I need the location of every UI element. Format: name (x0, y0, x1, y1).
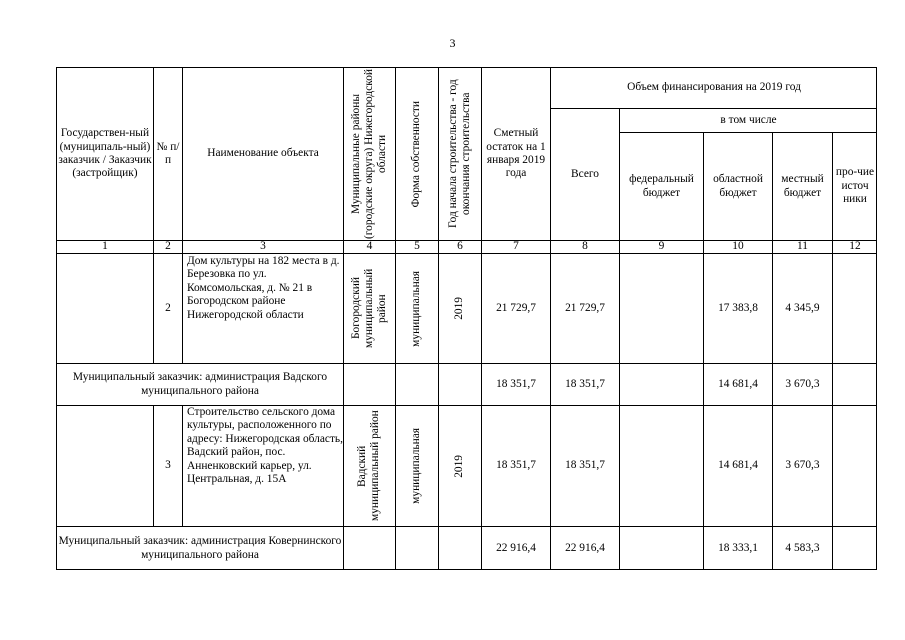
col-number: 1 (102, 240, 108, 253)
row3-local: 3 670,3 (785, 459, 820, 472)
row3-estimate: 18 351,7 (496, 459, 536, 472)
col-number: 7 (513, 240, 519, 253)
header-district: Муниципальные районы (городские округа) Нижегородской области (349, 69, 389, 240)
col-number: 12 (849, 240, 861, 253)
row3-year: 2019 (453, 454, 466, 478)
row1-number: 2 (165, 301, 171, 314)
header-years: Год начала строительства - год окончания строительства (446, 79, 472, 229)
col-number: 5 (414, 240, 420, 253)
row2-total: 18 351,7 (565, 377, 605, 390)
col-number: 8 (582, 240, 588, 253)
row4-local: 4 583,3 (785, 541, 820, 554)
row1-local: 4 345,9 (785, 301, 820, 314)
col-number: 9 (658, 240, 665, 253)
col-number: 10 (732, 240, 744, 253)
row1-ownership: муниципальная (410, 270, 423, 347)
row2-estimate: 18 351,7 (496, 377, 536, 390)
row1-object-name: Дом культуры на 182 места в д. Березовка по ул. Комсомольская, д. № 21 в Богородском районе Нижегородской области (187, 255, 340, 321)
row3-ownership: муниципальная (410, 428, 423, 504)
row1-regional: 17 383,8 (718, 301, 758, 314)
header-other: про-чие источ ники (835, 166, 875, 206)
row1-total: 21 729,7 (565, 301, 605, 314)
col-number: 2 (165, 240, 171, 253)
header-object-name: Наименование объекта (207, 147, 319, 160)
row4-customer: Муниципальный заказчик: администрация Ковернинского муниципального района (58, 535, 342, 561)
col-number: 3 (260, 240, 266, 253)
row1-estimate: 21 729,7 (496, 301, 536, 314)
header-including: в том числе (720, 113, 777, 126)
row2-local: 3 670,3 (785, 377, 820, 390)
row3-object-name: Строительство сельского дома культуры, расположенного по адресу: Нижегородская область, Вадский район, пос. Анненковский карьер, ул. Центральная, д. 15А (187, 406, 343, 486)
row2-regional: 14 681,4 (718, 377, 758, 390)
col-number: 11 (797, 240, 808, 253)
header-federal: федеральный бюджет (629, 173, 694, 199)
row2-customer: Муниципальный заказчик: администрация Вадского муниципального района (72, 371, 328, 397)
col-number: 4 (366, 240, 373, 253)
row4-estimate: 22 916,4 (496, 541, 536, 554)
row3-regional: 14 681,4 (718, 459, 758, 472)
col-number: 6 (457, 240, 463, 253)
header-estimate: Сметный остаток на 1 января 2019 года (486, 127, 546, 180)
header-number: № п/п (156, 140, 180, 166)
row1-year: 2019 (453, 297, 466, 320)
row1-district: Богородский муниципальный район (349, 268, 389, 349)
page-number: 3 (449, 36, 456, 50)
header-funding: Объем финансирования на 2019 год (627, 81, 801, 94)
row3-number: 3 (165, 459, 171, 472)
row3-total: 18 351,7 (565, 459, 605, 472)
header-regional: областной бюджет (713, 173, 763, 199)
header-customer: Государствен-ный (муниципаль-ный) заказчик / Заказчик (застройщик) (58, 127, 152, 180)
header-ownership: Форма собственности (410, 100, 423, 208)
row3-district: Вадский муниципальный район (356, 410, 382, 522)
row4-regional: 18 333,1 (718, 541, 758, 554)
header-local: местный бюджет (781, 173, 824, 199)
header-total: Всего (571, 167, 599, 180)
row4-total: 22 916,4 (565, 541, 605, 554)
